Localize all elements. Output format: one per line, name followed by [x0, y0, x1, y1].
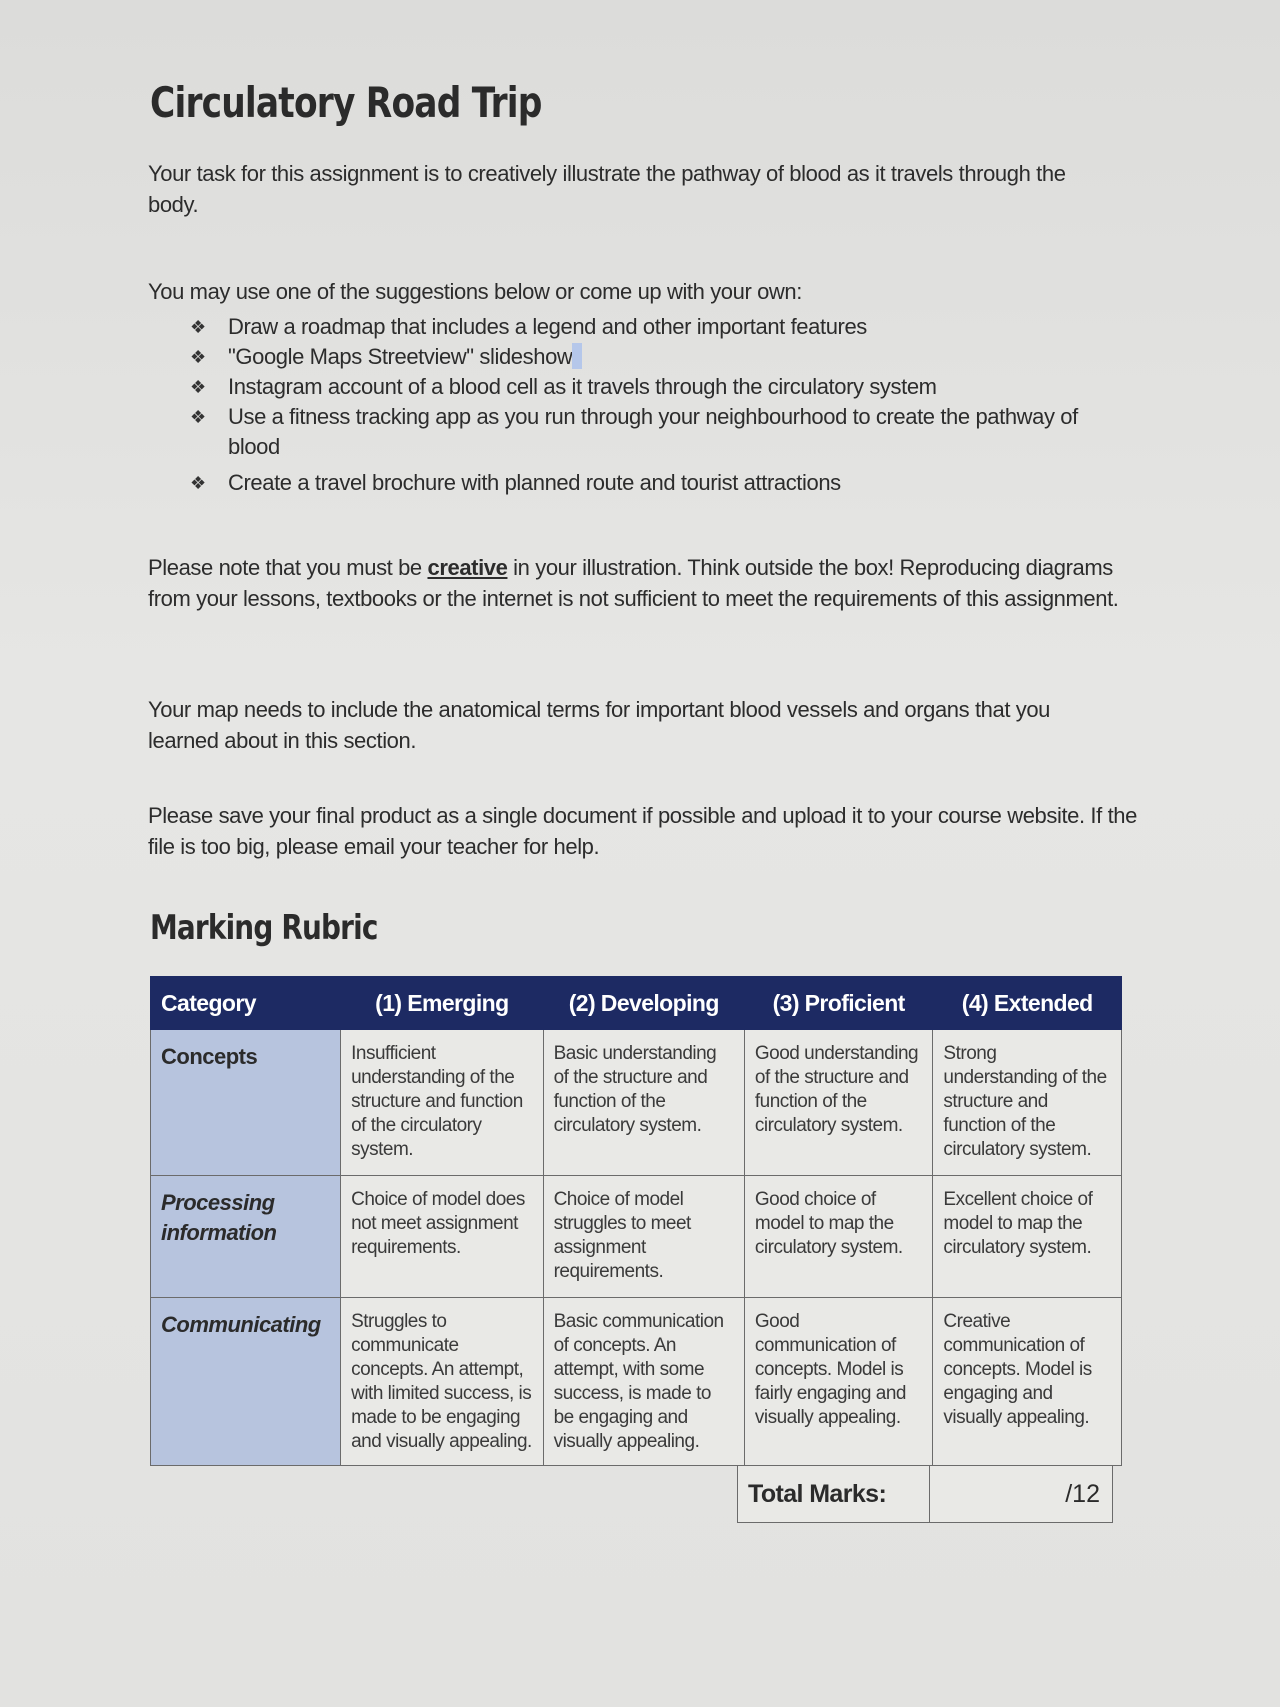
- table-cell: Insufficient understanding of the structure and function of the circulatory system.: [341, 1030, 543, 1176]
- creative-emphasis: creative: [427, 555, 508, 580]
- table-cell: Excellent choice of model to map the circulatory system.: [933, 1176, 1122, 1298]
- table-row: [151, 1030, 1122, 1176]
- table-cell: Choice of model does not meet assignment requirements.: [341, 1176, 543, 1298]
- map-requirements: Your map needs to include the anatomical terms for important blood vessels and organs that you learned about in this section.: [148, 697, 1051, 753]
- header-category: Category: [151, 977, 341, 1030]
- marking-rubric-table: [150, 976, 1122, 1466]
- list-item: ❖ "Google Maps Streetview" slideshow: [190, 342, 1110, 372]
- suggestions-intro: You may use one of the suggestions below or come up with your own:: [148, 279, 802, 304]
- list-item: ❖ Draw a roadmap that includes a legend and other important features: [190, 312, 1110, 342]
- row-category: Concepts: [151, 1030, 341, 1176]
- table-cell: Choice of model struggles to meet assignment requirements.: [543, 1176, 744, 1298]
- table-row: [151, 1176, 1122, 1298]
- diamond-bullet-icon: ❖: [190, 377, 206, 397]
- text-cursor-selection: [572, 343, 582, 369]
- table-cell: Good understanding of the structure and function of the circulatory system.: [744, 1030, 933, 1176]
- total-marks-label: Total Marks:: [738, 1466, 930, 1522]
- diamond-bullet-icon: ❖: [190, 317, 206, 337]
- creativity-note: Please note that you must be creative in your illustration. Think outside the box! Reproducing diagrams from your lessons, textbooks or the internet is not sufficient to meet the requirements of this assignment.: [148, 555, 1119, 611]
- header-developing: (2) Developing: [543, 977, 744, 1030]
- table-cell: Creative communication of concepts. Model is engaging and visually appealing.: [933, 1298, 1122, 1466]
- table-cell: Basic communication of concepts. An attempt, with some success, is made to be engaging and visually appealing.: [543, 1298, 744, 1466]
- list-item: ❖ Instagram account of a blood cell as it travels through the circulatory system: [190, 372, 1110, 402]
- table-row: [151, 1298, 1122, 1466]
- diamond-bullet-icon: ❖: [190, 407, 206, 427]
- intro-paragraph: Your task for this assignment is to creatively illustrate the pathway of blood as it travels through the body.: [148, 161, 1066, 217]
- row-category: Communicating: [151, 1298, 341, 1466]
- rubric-title: Marking Rubric: [150, 908, 378, 948]
- table-cell: Good communication of concepts. Model is fairly engaging and visually appealing.: [744, 1298, 933, 1466]
- total-marks-value: /12: [1065, 1480, 1100, 1508]
- header-extended: (4) Extended: [933, 977, 1122, 1030]
- table-cell: Strong understanding of the structure and function of the circulatory system.: [933, 1030, 1122, 1176]
- page-title: Circulatory Road Trip: [150, 78, 542, 127]
- diamond-bullet-icon: ❖: [190, 347, 206, 367]
- total-marks-box: [737, 1465, 1113, 1523]
- suggestions-list: [190, 312, 1110, 498]
- header-proficient: (3) Proficient: [744, 977, 933, 1030]
- header-emerging: (1) Emerging: [341, 977, 543, 1030]
- submission-instructions: Please save your final product as a single document if possible and upload it to your course website. If the file is too big, please email your teacher for help.: [148, 803, 1137, 859]
- table-cell: Basic understanding of the structure and function of the circulatory system.: [543, 1030, 744, 1176]
- row-category: Processing information: [151, 1176, 341, 1298]
- list-item: ❖ Create a travel brochure with planned route and tourist attractions: [190, 468, 1110, 498]
- list-item: ❖ Use a fitness tracking app as you run through your neighbourhood to create the pathway of blood: [190, 404, 1078, 459]
- diamond-bullet-icon: ❖: [190, 473, 206, 493]
- rubric-header-row: [151, 977, 1122, 1030]
- table-cell: Good choice of model to map the circulatory system.: [744, 1176, 933, 1298]
- table-cell: Struggles to communicate concepts. An attempt, with limited success, is made to be engaging and visually appealing.: [341, 1298, 543, 1466]
